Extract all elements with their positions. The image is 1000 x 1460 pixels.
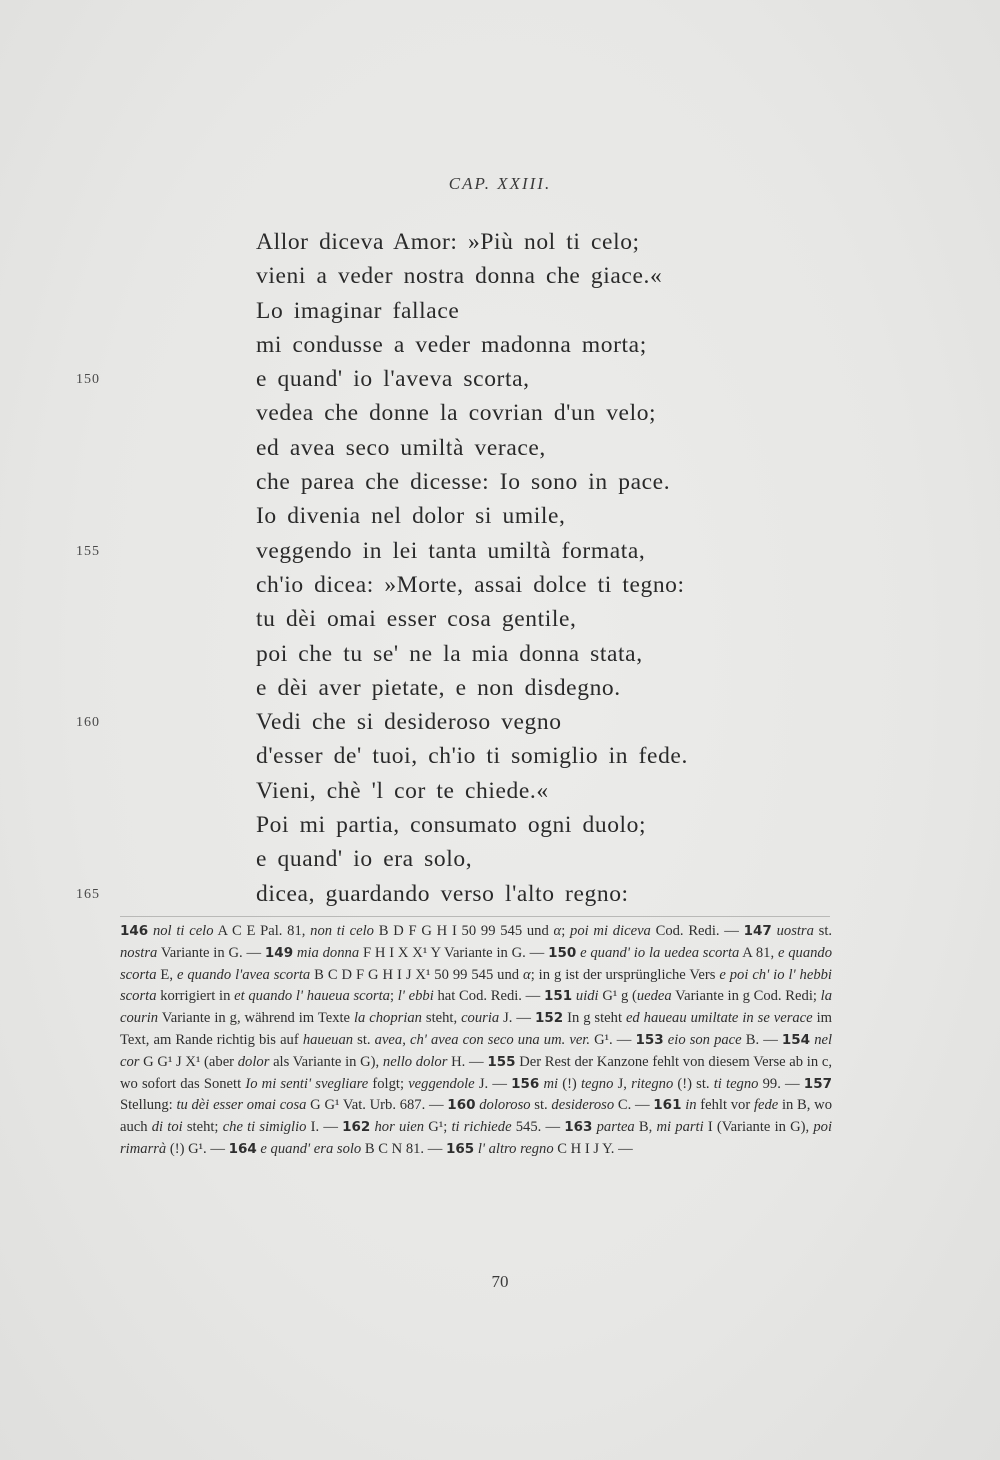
footnote-variant-reading: e quand' io la uedea scorta (580, 944, 740, 961)
footnote-text: G¹. — (590, 1031, 636, 1048)
footnote-text: I (Variante in G), (703, 1119, 814, 1136)
footnote-variant-reading: eio son pace (667, 1031, 742, 1048)
footnote-variant-reading: poi rimarrà (120, 1119, 832, 1157)
footnote-variant-reading: doloroso (479, 1097, 531, 1114)
verse-line: d'esser de' tuoi, ch'io ti somiglio in fede. (256, 743, 688, 770)
footnote-variant-reading: in (685, 1097, 697, 1114)
footnote-text: Der Rest der Kanzone fehlt von diesem Verse ab in c, wo sofort das Sonett (120, 1053, 832, 1092)
verse-line: che parea che dicesse: Io sono in pace. (256, 469, 671, 496)
footnote-text: H. — (447, 1053, 488, 1070)
page-number: 70 (491, 1272, 509, 1291)
footnote-text: ; in g ist der ursprüngliche Vers (530, 966, 720, 983)
footnote-text: In g steht (563, 1010, 626, 1027)
verse-line: e quand' io era solo, (256, 846, 473, 873)
footnote-variant-reading: desideroso (551, 1097, 615, 1114)
footnote-text: , (402, 1031, 410, 1048)
footnote-line-ref: 157 (803, 1075, 832, 1092)
footnote-variant-reading: la courin (120, 988, 833, 1027)
critical-apparatus (120, 921, 832, 1161)
footnote-variant-reading: haueuan (302, 1031, 354, 1048)
footnote-variant-reading: hor uien (374, 1119, 425, 1136)
footnote-variant-reading: ti tegno (713, 1075, 759, 1092)
verse-line: Poi mi partia, consumato ogni duolo; (256, 812, 647, 839)
footnote-variant-reading: nello dolor (382, 1053, 448, 1070)
footnote-text: fehlt vor (696, 1097, 754, 1114)
footnote-line-ref: 150 (548, 944, 577, 961)
footnote-text: folgt; (368, 1075, 409, 1092)
footnote-text: J, (613, 1075, 632, 1092)
footnote-text: 99. — (758, 1075, 804, 1092)
footnote-text: steht, (421, 1010, 462, 1027)
footnote-variant-reading: e quando l'avea scorta (176, 966, 311, 983)
line-number: 155 (76, 543, 100, 559)
footnote-entry (511, 1076, 804, 1092)
footnote-text: A C E Pal. 81, (213, 923, 311, 939)
footnote-variant-reading: tu dèi esser omai cosa (176, 1097, 307, 1114)
footnote-line-ref: 155 (487, 1053, 516, 1070)
footnote-variant-reading: poi mi diceva (570, 923, 651, 939)
line-number: 165 (76, 886, 100, 902)
footnote-variant-reading: uostra (776, 923, 814, 939)
footnote-variant-reading: partea (596, 1119, 635, 1136)
footnote-variant-reading: mia donna (296, 944, 360, 961)
footnote-variant-reading: nol ti celo (152, 923, 214, 939)
verse-line: Lo imaginar fallace (256, 297, 460, 324)
footnote-text: C H I J Y. — (553, 1140, 633, 1157)
verse-line: e dèi aver pietate, e non disdegno. (256, 674, 621, 701)
footnote-text: (!) G¹. — (166, 1140, 229, 1157)
footnote-variant-reading: e quando scorta (120, 944, 833, 983)
footnote-entry (447, 1097, 653, 1113)
footnote-line-ref: 164 (228, 1140, 257, 1157)
footnote-text: C. — (614, 1097, 654, 1114)
footnote-variant-reading: uidi (575, 988, 599, 1005)
footnote-text: im Text, am Rande richtig bis auf (120, 1010, 832, 1048)
footnote-variant-reading: mi (543, 1075, 559, 1092)
footnote-variant-reading: l' altro regno (477, 1140, 554, 1157)
verse-line: Allor diceva Amor: »Più nol ti celo; (256, 229, 640, 255)
footnote-rule (120, 916, 830, 917)
footnote-text: B. — (741, 1031, 782, 1048)
footnote-text: B, (634, 1119, 657, 1136)
footnote-variant-reading: di toi (151, 1119, 183, 1136)
footnote-variant-reading: tegno (580, 1075, 614, 1092)
footnote-text: J. — (474, 1075, 512, 1092)
footnote-text: st. (813, 923, 833, 939)
footnote-line-ref: 161 (653, 1097, 682, 1114)
footnote-line-ref: 146 (120, 923, 149, 939)
footnote-entry (635, 1032, 781, 1048)
footnote-text: korrigiert in (156, 988, 235, 1005)
footnote-variant-reading: α (523, 966, 531, 983)
footnote-text: J. — (499, 1010, 535, 1027)
footnote-variant-reading: fede (753, 1097, 779, 1114)
footnote-line-ref: 153 (635, 1031, 664, 1048)
footnote-entry (446, 1141, 633, 1157)
verse-line: poi che tu se' ne la mia donna stata, (256, 640, 643, 667)
footnote-variant-reading: e poi ch' io l' hebbi scorta (120, 966, 832, 1005)
footnote-text: Cod. Redi. — (650, 923, 744, 939)
footnote-text: G G¹ Vat. Urb. 687. — (306, 1097, 448, 1114)
footnote-text: B D F G H I 50 99 545 und (373, 923, 554, 939)
footnote-text: Stellung: (120, 1097, 177, 1114)
footnote-text: B C D F G H I J X¹ 50 99 545 und (310, 966, 524, 983)
verse-line: Io divenia nel dolor si umile, (256, 503, 566, 530)
line-number: 150 (76, 372, 100, 388)
footnote-variant-reading: avea (374, 1031, 403, 1048)
footnote-text: (!) st. (673, 1075, 714, 1092)
footnote-variant-reading: couria (461, 1010, 500, 1027)
verse-line: vieni a veder nostra donna che giace.« (256, 263, 663, 290)
footnote-line-ref: 154 (781, 1031, 811, 1048)
footnote-variant-reading: et quando l' haueua scorta (234, 988, 390, 1005)
footnote-text: G¹ g ( (598, 988, 637, 1005)
footnote-line-ref: 147 (743, 923, 772, 939)
footnote-text: ; (389, 988, 398, 1005)
verse-line: ch'io dicea: »Morte, assai dolce ti tegno: (256, 571, 685, 598)
footnote-text: Variante in G. — (157, 944, 265, 961)
footnote-text: F H I X X¹ Y Variante in G. — (359, 944, 549, 961)
footnote-line-ref: 151 (543, 988, 573, 1005)
footnote-text: G¹; (424, 1119, 452, 1136)
footnote-variant-reading: veggendole (408, 1075, 475, 1092)
footnote-text: ; (561, 923, 571, 939)
footnote-variant-reading: ritegno (631, 1075, 674, 1092)
verse-line: Vedi che si desideroso vegno (256, 709, 562, 736)
line-number: 160 (76, 715, 100, 731)
footnote-text: steht; (182, 1119, 223, 1136)
verse-line: vedea che donne la covrian d'un velo; (256, 400, 657, 427)
verse-line: tu dèi omai esser cosa gentile, (256, 606, 577, 633)
footnote-text: als Variante in G), (269, 1053, 383, 1070)
footnote-line-ref: 165 (445, 1140, 475, 1157)
footnote-text: 545. — (511, 1119, 565, 1136)
footnote-variant-reading: α (553, 923, 562, 939)
footnote-variant-reading: la choprian (353, 1010, 422, 1027)
footnote-variant-reading: e quand' era solo (260, 1140, 362, 1157)
verse-line: e quand' io l'aveva scorta, (256, 366, 530, 393)
verse-line: mi condusse a veder madonna morta; (256, 331, 647, 358)
footnote-line-ref: 162 (342, 1119, 371, 1136)
footnote-text: Variante in g Cod. Redi; (671, 988, 821, 1005)
footnote-line-ref: 149 (264, 944, 294, 961)
running-head: CAP. XXIII. (448, 174, 552, 193)
footnote-variant-reading: nel cor (120, 1031, 833, 1070)
footnote-variant-reading: uedea (636, 988, 672, 1005)
footnote-variant-reading: ti richiede (451, 1119, 512, 1136)
footnote-entry (265, 945, 548, 961)
footnote-text: A 81, (739, 944, 778, 961)
footnote-text: I. — (306, 1119, 343, 1136)
footnote-line-ref: 160 (447, 1097, 476, 1114)
footnote-variant-reading: ch' avea con seco una um. ver. (409, 1031, 591, 1048)
footnote-variant-reading: mi parti (656, 1119, 704, 1136)
footnote-text: st. (353, 1031, 375, 1048)
footnote-text: hat Cod. Redi. — (433, 988, 544, 1005)
footnote-entry (342, 1119, 564, 1135)
footnote-variant-reading: nostra (120, 944, 158, 961)
footnote-text: (!) (558, 1075, 581, 1092)
footnote-text: in B, wo auch (120, 1097, 832, 1136)
footnote-variant-reading: Io mi senti' svegliare (245, 1075, 369, 1092)
footnote-entry (229, 1141, 446, 1157)
footnote-text: Variante in g, während im Texte (158, 1010, 354, 1027)
footnote-text: E, (156, 966, 177, 983)
footnote-variant-reading: l' ebbi (397, 988, 434, 1005)
footnote-variant-reading: non ti celo (310, 923, 374, 939)
footnote-variant-reading: dolor (237, 1053, 270, 1070)
footnote-variant-reading: che ti simiglio (222, 1119, 307, 1136)
footnote-text: G G¹ J X¹ (aber (139, 1053, 238, 1070)
footnote-line-ref: 152 (534, 1010, 564, 1027)
footnote-entry (120, 923, 744, 939)
footnote-text: B C N 81. — (361, 1140, 446, 1157)
verse-line: Vieni, chè 'l cor te chiede.« (256, 777, 549, 804)
verse-line: dicea, guardando verso l'alto regno: (256, 880, 629, 907)
footnote-line-ref: 163 (564, 1119, 593, 1136)
footnote-line-ref: 156 (511, 1075, 540, 1092)
verse-line: veggendo in lei tanta umiltà formata, (256, 537, 646, 564)
verse-line: ed avea seco umiltà verace, (256, 434, 546, 461)
footnote-text: st. (530, 1097, 552, 1114)
footnote-variant-reading: ed haueau umiltate in se verace (625, 1010, 813, 1027)
poem-text (256, 225, 816, 911)
